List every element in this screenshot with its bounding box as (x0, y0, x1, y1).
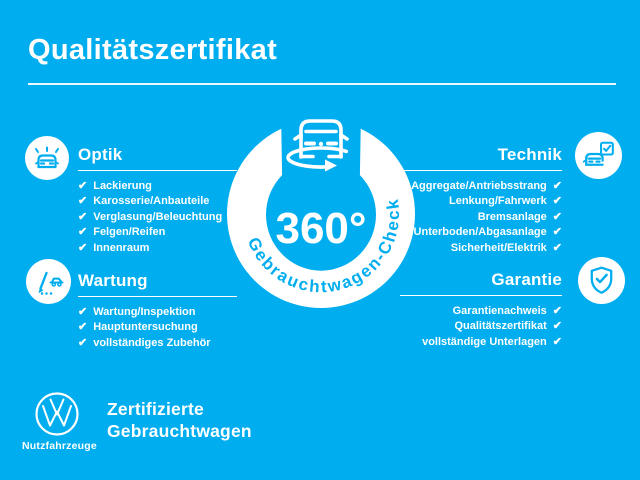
car-checklist-icon (575, 132, 622, 179)
car-shine-icon (25, 136, 69, 180)
section-technik (400, 145, 562, 256)
list-item (78, 320, 237, 335)
car-rotation-icon (288, 121, 347, 167)
check-icon: ✔ (552, 320, 562, 333)
garantie-heading: Garantie (400, 270, 562, 296)
optik-heading: Optik (78, 145, 237, 171)
list-item-label: Felgen/Reifen (93, 226, 166, 239)
check-icon: ✔ (552, 226, 562, 239)
technik-list (400, 179, 562, 256)
list-item (78, 305, 237, 320)
check-icon: ✔ (78, 195, 88, 208)
list-item (78, 336, 237, 351)
list-item-label: Lenkung/Fahrwerk (448, 195, 547, 208)
list-item-label: Karosserie/Anbauteile (93, 195, 210, 208)
wartung-list (78, 305, 237, 351)
section-optik (78, 145, 237, 256)
rotation-arrowhead-icon (325, 160, 337, 172)
list-item-label: Hauptuntersuchung (93, 321, 198, 334)
list-item-label: Bremsanlage (477, 210, 547, 223)
technik-heading: Technik (400, 145, 562, 171)
list-item-label: vollständiges Zubehör (93, 336, 211, 349)
page-title: Qualitätszertifikat (28, 34, 278, 66)
list-item (400, 335, 562, 350)
footer-title (107, 399, 252, 442)
list-item-label: Innenraum (93, 241, 150, 254)
section-wartung (78, 271, 237, 351)
optik-list (78, 179, 237, 256)
list-item-label: Qualitätszertifikat (454, 320, 547, 333)
pen-car-icon (26, 259, 71, 304)
check-icon: ✔ (552, 335, 562, 348)
list-item-label: Wartung/Inspektion (93, 306, 196, 318)
check-icon: ✔ (78, 180, 88, 192)
list-item (400, 319, 562, 334)
list-item (78, 241, 237, 256)
check-icon: ✔ (552, 241, 562, 254)
garantie-list (400, 304, 562, 350)
list-item-label: vollständige Unterlagen (422, 335, 547, 348)
section-garantie (400, 270, 562, 350)
check-icon: ✔ (552, 195, 562, 208)
list-item (400, 225, 562, 240)
list-item (78, 179, 237, 194)
wartung-heading: Wartung (78, 271, 237, 297)
list-item-label: Garantienachweis (452, 305, 547, 317)
check-icon: ✔ (78, 241, 88, 254)
ring-curved-label: Gebrauchtwagen-Check (243, 196, 404, 297)
list-item (400, 179, 562, 194)
check-icon: ✔ (78, 321, 88, 334)
list-item (78, 194, 237, 209)
check-icon: ✔ (78, 306, 88, 318)
list-item-label: Lackierung (93, 180, 152, 192)
ring-headline: 360° (275, 204, 367, 253)
list-item (78, 225, 237, 240)
check-icon: ✔ (78, 210, 88, 223)
list-item (78, 210, 237, 225)
list-item-label: Verglasung/Beleuchtung (93, 210, 223, 223)
footer-title-line1: Zertifizierte (107, 399, 204, 419)
list-item-label: Aggregate/Antriebsstrang (411, 180, 547, 192)
check-icon: ✔ (552, 180, 562, 192)
shield-check-icon (578, 257, 625, 304)
list-item-label: Unterboden/Abgasanlage (413, 226, 547, 239)
check-icon: ✔ (552, 210, 562, 223)
footer-title-line2: Gebrauchtwagen (107, 420, 252, 441)
check-icon: ✔ (78, 336, 88, 349)
list-item-label: Sicherheit/Elektrik (450, 241, 547, 254)
vw-logo (34, 391, 80, 437)
list-item (400, 194, 562, 209)
check-icon: ✔ (552, 305, 562, 317)
check-icon: ✔ (78, 226, 88, 239)
list-item (400, 210, 562, 225)
brand-label: Nutzfahrzeuge (22, 440, 97, 452)
list-item (400, 241, 562, 256)
list-item (400, 304, 562, 319)
